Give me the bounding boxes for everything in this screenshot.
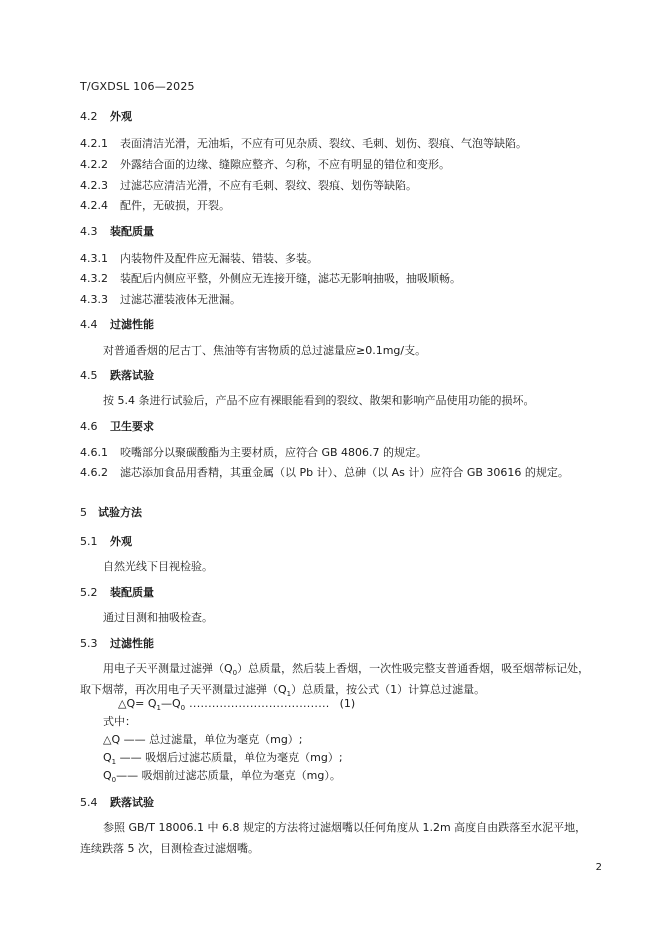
formula-def-q1: $Q_1$ —— 吸烟后过滤芯质量，单位为毫克（mg）; [103,751,343,767]
section-heading-4-5: 4.5 跌落试验 [80,369,154,382]
clause-4-2-3: 4.2.3 过滤芯应清洁光滑，不应有毛刺、裂纹、裂痕、划伤等缺陷。 [80,179,417,192]
clause-4-6-2: 4.6.2 滤芯添加食品用香精，其重金属（以 Pb 计）、总砷（以 As 计）应符合 GB 30616 的规定。 [80,466,569,479]
formula-def-q0: $Q_0——$ 吸烟前过滤芯质量，单位为毫克（mg）。 [103,769,341,785]
paragraph-5-1: 自然光线下目视检验。 [103,560,213,573]
paragraph-5-3-line-1: 用电子天平测量过滤弹$(Q_0)$总质量，然后装上香烟，一次性吸完整支普通香烟，吸至烟蒂标记处， [103,662,590,678]
section-heading-5-4: 5.4 跌落试验 [80,796,154,809]
section-heading-5-1: 5.1 外观 [80,535,132,548]
section-heading-5-2: 5.2 装配质量 [80,586,154,599]
section-heading-5-3: 5.3 过滤性能 [80,637,154,650]
formula-1: △Q= $Q_1—Q_0$ ..................................... (1) [118,697,356,713]
paragraph-4-5: 按 5.4 条进行试验后，产品不应有裸眼能看到的裂纹、散架和影响产品使用功能的损坏。 [103,394,535,407]
clause-4-3-1: 4.3.1 内装物件及配件应无漏装、错装、多装。 [80,252,318,265]
paragraph-5-2: 通过目测和抽吸检查。 [103,611,213,624]
standard-code: T/GXDSL 106—2025 [80,80,195,93]
formula-def-delta-q: △Q —— 总过滤量，单位为毫克（mg）; [103,733,303,746]
paragraph-5-4-line-1: 参照 GB/T 18006.1 中 6.8 规定的方法将过滤烟嘴以任何角度从 1.2m 高度自由跌落至水泥平地， [103,821,587,834]
section-heading-4-4: 4.4 过滤性能 [80,318,154,331]
clause-4-6-1: 4.6.1 咬嘴部分以聚碳酸酯为主要材质，应符合 GB 4806.7 的规定。 [80,446,428,459]
page-number: 2 [595,862,602,873]
chapter-heading-5: 5 试验方法 [80,506,142,519]
formula-where-label: 式中： [103,715,136,728]
section-heading-4-3: 4.3 装配质量 [80,225,154,238]
paragraph-5-4-line-2: 连续跌落 5 次，目测检查过滤烟嘴。 [80,842,259,855]
paragraph-5-3-line-2: 取下烟蒂，再次用电子天平测量过滤弹$(Q_1)$总质量，按公式（1）计算总过滤量。 [80,683,486,699]
section-heading-4-2: 4.2 外观 [80,110,132,123]
clause-4-3-2: 4.3.2 装配后内侧应平整，外侧应无连接开缝，滤芯无影响抽吸，抽吸顺畅。 [80,272,461,285]
paragraph-4-4: 对普通香烟的尼古丁、焦油等有害物质的总过滤量应≥0.1mg/支。 [103,344,427,357]
clause-4-2-2: 4.2.2 外露结合面的边缘、缝隙应整齐、匀称，不应有明显的错位和变形。 [80,158,450,171]
clause-4-3-3: 4.3.3 过滤芯灌装液体无泄漏。 [80,293,241,306]
clause-4-2-4: 4.2.4 配件，无破损，开裂。 [80,199,230,212]
section-heading-4-6: 4.6 卫生要求 [80,420,154,433]
clause-4-2-1: 4.2.1 表面清洁光滑，无油垢，不应有可见杂质、裂纹、毛刺、划伤、裂痕、气泡等缺陷。 [80,137,527,150]
